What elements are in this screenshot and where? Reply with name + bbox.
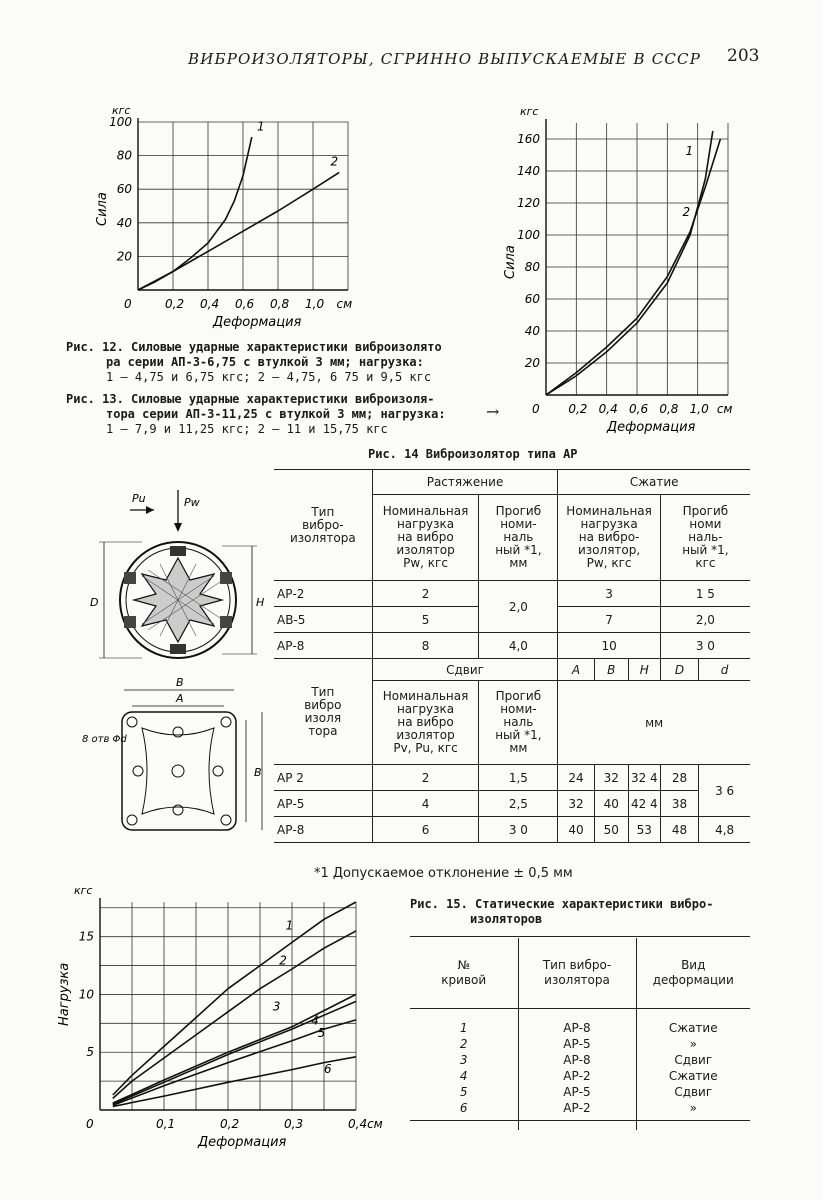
running-header: ВИБРОИЗОЛЯТОРЫ, СГРИННО ВЫПУСКАЕМЫЕ В СССР	[188, 50, 702, 68]
table-row: АВ-5 5 7 2,0	[274, 607, 750, 633]
col-isolator-type: Тип вибро- изолятора	[518, 938, 636, 1008]
y-tick-label: 20	[116, 249, 132, 264]
compression-header: Сжатие	[558, 470, 750, 495]
fig13-caption	[66, 392, 446, 437]
series-line-2	[113, 931, 356, 1099]
pw-label: Pw	[184, 496, 200, 509]
x-axis-label: Деформация	[213, 315, 302, 330]
series-label-6: 6	[324, 1062, 332, 1077]
series-line-3	[113, 994, 356, 1103]
series-label-4: 4	[311, 1013, 319, 1028]
y-tick-label: 140	[517, 164, 540, 178]
x-tick-label: 0,4см	[348, 1117, 383, 1131]
d-label: D	[90, 596, 99, 609]
dim-a-header: A	[558, 659, 594, 681]
b-side-label: B	[254, 766, 262, 779]
fig13-caption-line2: тора серии АП-3-11,25 с втулкой 3 мм; нагрузка:	[106, 407, 446, 421]
b-label: B	[176, 676, 184, 689]
series-label-1: 1	[685, 144, 694, 158]
fig12-plot	[95, 104, 352, 330]
fig12-caption-line3: 1 — 4,75 и 6,75 кгс; 2 — 4,75, 6 75 и 9,5 кгс	[106, 370, 432, 384]
fig15-table-top-rule	[410, 936, 750, 937]
ap-table	[274, 469, 750, 843]
series-line-1	[113, 902, 356, 1095]
compression-load-header: Номинальная нагрузка на вибро- изолятор, Pw, кгс	[558, 495, 660, 581]
table-row: АР-2 2 2,0 3 1 5	[274, 581, 750, 607]
fig13-caption-line1: Рис. 13. Силовые ударные характеристики виброизоля-	[66, 392, 435, 406]
x-tick-label: 1,0	[305, 297, 325, 311]
series-label-1: 1	[285, 918, 294, 933]
y-axis-label: Сила	[503, 245, 518, 279]
table-row: 4 АР-2 Сжатие	[410, 1068, 750, 1084]
table-row: АР-8 8 4,0 10 3 0	[274, 633, 750, 659]
tension-header: Растяжение	[372, 470, 558, 495]
fig13-arrow: →	[486, 402, 500, 421]
x-tick-label: 0,2	[220, 1117, 240, 1131]
fig13-chart	[500, 95, 740, 435]
table-row: 6 АР-2 »	[410, 1100, 750, 1116]
x-unit-label: см	[336, 297, 353, 311]
fig15-table	[410, 938, 750, 1130]
y-unit-label: кгс	[112, 104, 131, 117]
x-axis-label: Деформация	[607, 420, 696, 435]
x-tick-label: 1,0	[689, 402, 709, 416]
x-tick-label: 0,6	[235, 297, 255, 311]
x-tick-label: 0	[532, 402, 540, 416]
y-axis-label: Нагрузка	[57, 962, 72, 1026]
fig12-chart	[90, 100, 370, 340]
y-unit-label: кгс	[520, 105, 539, 118]
y-tick-label: 80	[524, 260, 540, 274]
x-tick-label: 0,6	[629, 402, 649, 416]
fig13-caption-line3: 1 — 7,9 и 11,25 кгс; 2 — 11 и 15,75 кгс	[106, 422, 388, 436]
units-mm: мм	[558, 681, 750, 765]
series-label-3: 3	[272, 999, 281, 1014]
x-tick-label: 0	[124, 297, 132, 311]
y-tick-label: 15	[78, 929, 94, 944]
y-tick-label: 100	[109, 115, 132, 129]
table-row: 5 АР-5 Сдвиг	[410, 1084, 750, 1100]
table-row: 2 АР-5 »	[410, 1036, 750, 1052]
fig15-caption-line2: изоляторов	[470, 912, 543, 926]
shear-deflection-header: Прогиб номи- наль ный *1, мм	[479, 681, 558, 765]
fig12-caption-line2: ра серии АП-3-6,75 с втулкой 3 мм; нагрузка:	[106, 355, 424, 369]
series-label-2: 2	[330, 154, 339, 169]
pu-label: Pu	[132, 492, 146, 505]
series-line-6	[113, 1057, 356, 1107]
table-row: АР-8 6 3 0 40 50 53 48 4,8	[274, 817, 750, 843]
y-tick-label: 20	[524, 356, 540, 370]
tension-load-header: Номинальная нагрузка на вибро изолятор Pw, кгс	[372, 495, 479, 581]
dim-d-header: D	[660, 659, 698, 681]
fig15-caption	[410, 897, 713, 927]
pu-arrowhead	[146, 506, 154, 514]
y-axis-label: Сила	[95, 192, 110, 226]
col-curve-no: № кривой	[441, 957, 487, 987]
x-tick-label: 0,8	[659, 402, 679, 416]
col-deformation: Вид деформации	[636, 938, 750, 1008]
compression-deflection-header: Прогиб номи наль- ный *1, кгс	[660, 495, 750, 581]
x-tick-label: 0,8	[270, 297, 290, 311]
y-tick-label: 5	[86, 1045, 94, 1060]
series-label-1: 1	[257, 119, 265, 134]
fig15-table-bottom-rule	[410, 1120, 750, 1121]
x-tick-label: 0,1	[156, 1117, 176, 1131]
y-tick-label: 40	[524, 324, 540, 338]
h-label: H	[256, 596, 265, 609]
series-line-4	[113, 1001, 356, 1104]
series-label-2: 2	[682, 204, 691, 219]
dim-small-d-header: d	[699, 659, 750, 681]
y-tick-label: 40	[116, 215, 132, 230]
fig14-title: Рис. 14 Виброизолятор типа АР	[368, 447, 578, 461]
tension-deflection-header: Прогиб номи- наль ный *1, мм	[479, 495, 558, 581]
shear-header: Сдвиг	[372, 659, 558, 681]
x-tick-label: 0,2	[568, 402, 588, 416]
table-row: АР 2 2 1,5 24 32 32 4 28 3 6	[274, 765, 750, 791]
table-row: 3 АР-8 Сдвиг	[410, 1052, 750, 1068]
page-number: 203	[727, 46, 760, 66]
series-label-2: 2	[279, 953, 287, 968]
dim-b-header: B	[594, 659, 628, 681]
x-tick-label: 0,4	[200, 297, 220, 311]
y-tick-label: 60	[116, 182, 132, 197]
footnote: *1 Допускаемое отклонение ± 0,5 мм	[314, 866, 573, 881]
series-label-5: 5	[317, 1026, 326, 1041]
dim-h-header: H	[628, 659, 660, 681]
x-tick-label: 0,2	[165, 297, 185, 311]
y-tick-label: 10	[78, 987, 94, 1002]
tip-header: Тип вибро- изолятора	[274, 470, 372, 581]
x-tick-label: 0,3	[284, 1117, 304, 1131]
fig12-caption	[66, 340, 442, 385]
isolator-top-view	[122, 690, 262, 830]
y-unit-label: кгс	[74, 884, 93, 897]
a-label: A	[176, 692, 184, 705]
isolator-side-view	[99, 542, 257, 658]
table-row: АР-5 4 2,5 32 40 42 4 38	[274, 791, 750, 817]
x-tick-label: 0	[86, 1117, 94, 1131]
holes-label: 8 отв Φd	[82, 734, 127, 745]
shear-load-header: Номинальная нагрузка на вибро изолятор Pv, Pu, кгс	[372, 681, 479, 765]
y-tick-label: 60	[524, 292, 540, 306]
y-tick-label: 80	[116, 148, 132, 163]
fig15-plot	[57, 884, 383, 1150]
x-tick-label: 0,4	[598, 402, 618, 416]
fig13-plot	[503, 105, 732, 435]
y-tick-label: 160	[517, 132, 540, 146]
tip-header-2: Тип вибро изоля тора	[274, 659, 372, 765]
x-unit-label: см	[716, 402, 733, 416]
table-row: 1 АР-8 Сжатие	[410, 1020, 750, 1036]
fig14-drawing	[82, 480, 282, 850]
y-tick-label: 100	[517, 228, 540, 242]
y-tick-label: 120	[517, 196, 540, 210]
fig15-chart	[57, 880, 400, 1150]
series-line-1	[138, 137, 252, 290]
pw-arrowhead	[174, 523, 182, 532]
fig12-caption-line1: Рис. 12. Силовые ударные характеристики виброизолято	[66, 340, 442, 354]
fig15-caption-line1: Рис. 15. Статические характеристики вибро-	[410, 897, 714, 911]
x-axis-label: Деформация	[198, 1135, 287, 1150]
